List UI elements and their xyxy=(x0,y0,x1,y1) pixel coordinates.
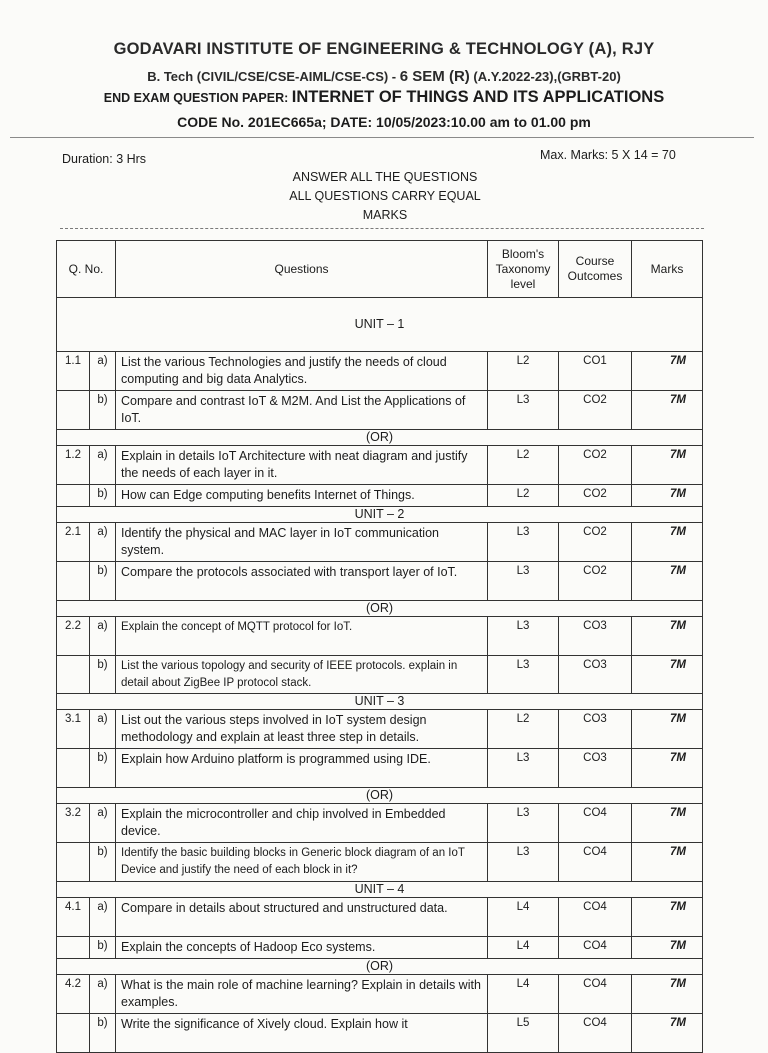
question-row xyxy=(57,843,703,882)
question-number: 2.1 xyxy=(57,523,90,562)
instruction-answer-all: ANSWER ALL THE QUESTIONS xyxy=(292,170,478,184)
question-text: Explain in details IoT Architecture with neat diagram and justify the needs of each layer in it. xyxy=(116,446,488,485)
marks: 7M xyxy=(632,391,703,430)
question-row xyxy=(57,523,703,562)
marks: 7M xyxy=(632,710,703,749)
marks: 7M xyxy=(632,804,703,843)
header-blooms-level: Bloom's Taxonomy level xyxy=(488,241,559,298)
program-suffix: (A.Y.2022-23),(GRBT-20) xyxy=(469,69,621,84)
course-outcome: CO1 xyxy=(559,352,632,391)
sub-question-label: b) xyxy=(90,749,116,788)
question-text: Compare the protocols associated with transport layer of IoT. xyxy=(116,562,488,601)
question-row xyxy=(57,391,703,430)
question-number xyxy=(57,843,90,882)
question-text: What is the main role of machine learning? Explain in details with examples. xyxy=(116,975,488,1014)
marks: 7M xyxy=(632,523,703,562)
unit-heading: UNIT – 2 xyxy=(57,507,703,523)
unit-heading-row xyxy=(57,298,703,352)
question-number: 3.2 xyxy=(57,804,90,843)
question-row xyxy=(57,617,703,656)
course-outcome: CO4 xyxy=(559,937,632,959)
course-outcome: CO2 xyxy=(559,391,632,430)
question-number: 3.1 xyxy=(57,710,90,749)
sub-question-label: a) xyxy=(90,710,116,749)
marks: 7M xyxy=(632,937,703,959)
question-row xyxy=(57,562,703,601)
course-outcome: CO3 xyxy=(559,749,632,788)
question-text: List the various topology and security of IEEE protocols. explain in detail about ZigBee IP protocol stack. xyxy=(116,656,488,694)
or-separator-row xyxy=(57,788,703,804)
question-number xyxy=(57,656,90,694)
sub-question-label: a) xyxy=(90,617,116,656)
question-number xyxy=(57,749,90,788)
question-number: 4.2 xyxy=(57,975,90,1014)
or-separator: (OR) xyxy=(57,788,703,804)
blooms-level: L3 xyxy=(488,617,559,656)
question-row xyxy=(57,975,703,1014)
question-number: 1.1 xyxy=(57,352,90,391)
unit-heading-row xyxy=(57,507,703,523)
blooms-level: L2 xyxy=(488,485,559,507)
blooms-level: L3 xyxy=(488,656,559,694)
unit-heading: UNIT – 1 xyxy=(57,298,703,352)
marks: 7M xyxy=(632,898,703,937)
instruction-marks: MARKS xyxy=(362,208,408,222)
instruction-equal-marks: ALL QUESTIONS CARRY EQUAL xyxy=(289,189,481,203)
blooms-level: L2 xyxy=(488,446,559,485)
unit-heading-row xyxy=(57,694,703,710)
question-row xyxy=(57,352,703,391)
subject-title: INTERNET OF THINGS AND ITS APPLICATIONS xyxy=(291,88,665,106)
sub-question-label: a) xyxy=(90,352,116,391)
blooms-level: L3 xyxy=(488,804,559,843)
blooms-level: L2 xyxy=(488,352,559,391)
paper-prefix: END EXAM QUESTION PAPER: xyxy=(103,91,292,105)
question-text: Compare in details about structured and unstructured data. xyxy=(116,898,488,937)
blooms-level: L3 xyxy=(488,523,559,562)
course-outcome: CO4 xyxy=(559,898,632,937)
question-row xyxy=(57,804,703,843)
blooms-level: L4 xyxy=(488,975,559,1014)
or-separator-row xyxy=(57,430,703,446)
course-outcome: CO4 xyxy=(559,804,632,843)
paper-line xyxy=(0,88,768,107)
marks: 7M xyxy=(632,843,703,882)
question-text: Explain the concepts of Hadoop Eco systems. xyxy=(116,937,488,959)
blooms-level: L3 xyxy=(488,843,559,882)
marks: 7M xyxy=(632,975,703,1014)
blooms-level: L3 xyxy=(488,391,559,430)
or-separator: (OR) xyxy=(57,601,703,617)
institute-name: GODAVARI INSTITUTE OF ENGINEERING & TECHNOLOGY (A), RJY xyxy=(113,40,655,58)
question-row xyxy=(57,656,703,694)
sub-question-label: b) xyxy=(90,1014,116,1053)
question-text: How can Edge computing benefits Internet of Things. xyxy=(116,485,488,507)
question-text: List out the various steps involved in IoT system design methodology and explain at least three step in details. xyxy=(116,710,488,749)
instructions-divider xyxy=(60,228,704,229)
course-outcome: CO4 xyxy=(559,843,632,882)
question-text: List the various Technologies and justify the needs of cloud computing and big data Analytics. xyxy=(116,352,488,391)
sub-question-label: a) xyxy=(90,898,116,937)
sub-question-label: b) xyxy=(90,843,116,882)
question-number xyxy=(57,485,90,507)
course-outcome: CO3 xyxy=(559,710,632,749)
sub-question-label: b) xyxy=(90,937,116,959)
question-row xyxy=(57,446,703,485)
marks: 7M xyxy=(632,446,703,485)
marks: 7M xyxy=(632,485,703,507)
question-text: Write the significance of Xively cloud. Explain how it xyxy=(116,1014,488,1053)
question-row xyxy=(57,1014,703,1053)
header-divider xyxy=(10,137,754,138)
sub-question-label: a) xyxy=(90,975,116,1014)
program-prefix: B. Tech (CIVIL/CSE/CSE-AIML/CSE-CS) - xyxy=(147,69,400,84)
unit-heading-row xyxy=(57,882,703,898)
sub-question-label: b) xyxy=(90,656,116,694)
marks: 7M xyxy=(632,749,703,788)
course-outcome: CO2 xyxy=(559,485,632,507)
or-separator: (OR) xyxy=(57,430,703,446)
sub-question-label: b) xyxy=(90,391,116,430)
blooms-level: L4 xyxy=(488,937,559,959)
question-table-body xyxy=(57,298,703,1053)
semester: 6 SEM (R) xyxy=(399,68,470,85)
course-outcome: CO4 xyxy=(559,975,632,1014)
sub-question-label: b) xyxy=(90,485,116,507)
program-line xyxy=(0,68,768,85)
question-text: Explain how Arduino platform is programmed using IDE. xyxy=(116,749,488,788)
header-marks: Marks xyxy=(632,241,703,298)
question-text: Compare and contrast IoT & M2M. And List the Applications of IoT. xyxy=(116,391,488,430)
marks: 7M xyxy=(632,617,703,656)
question-number: 4.1 xyxy=(57,898,90,937)
unit-heading: UNIT – 4 xyxy=(57,882,703,898)
course-outcome: CO3 xyxy=(559,617,632,656)
sub-question-label: b) xyxy=(90,562,116,601)
blooms-level: L4 xyxy=(488,898,559,937)
marks: 7M xyxy=(632,1014,703,1053)
question-row xyxy=(57,749,703,788)
or-separator-row xyxy=(57,959,703,975)
question-row xyxy=(57,937,703,959)
question-row xyxy=(57,710,703,749)
marks: 7M xyxy=(632,352,703,391)
instructions xyxy=(250,168,520,225)
question-number: 1.2 xyxy=(57,446,90,485)
max-marks: Max. Marks: 5 X 14 = 70 xyxy=(540,148,676,162)
question-number xyxy=(57,562,90,601)
question-text: Identify the basic building blocks in Generic block diagram of an IoT Device and justify the need of each block in it? xyxy=(116,843,488,882)
question-number xyxy=(57,1014,90,1053)
table-header-row xyxy=(57,241,703,298)
marks: 7M xyxy=(632,656,703,694)
blooms-level: L5 xyxy=(488,1014,559,1053)
sub-question-label: a) xyxy=(90,804,116,843)
blooms-level: L3 xyxy=(488,562,559,601)
blooms-level: L3 xyxy=(488,749,559,788)
header-course-outcomes: Course Outcomes xyxy=(559,241,632,298)
course-outcome: CO2 xyxy=(559,523,632,562)
sub-question-label: a) xyxy=(90,523,116,562)
duration: Duration: 3 Hrs xyxy=(62,152,147,166)
blooms-level: L2 xyxy=(488,710,559,749)
header-questions: Questions xyxy=(116,241,488,298)
question-table xyxy=(56,240,703,1053)
question-text: Identify the physical and MAC layer in IoT communication system. xyxy=(116,523,488,562)
question-row xyxy=(57,898,703,937)
course-outcome: CO2 xyxy=(559,446,632,485)
question-number xyxy=(57,937,90,959)
course-outcome: CO4 xyxy=(559,1014,632,1053)
course-outcome: CO2 xyxy=(559,562,632,601)
sub-question-label: a) xyxy=(90,446,116,485)
or-separator: (OR) xyxy=(57,959,703,975)
header-qno: Q. No. xyxy=(57,241,116,298)
question-row xyxy=(57,485,703,507)
question-text: Explain the microcontroller and chip involved in Embedded device. xyxy=(116,804,488,843)
code-date-line: CODE No. 201EC665a; DATE: 10/05/2023:10.00 am to 01.00 pm xyxy=(177,114,591,130)
unit-heading: UNIT – 3 xyxy=(57,694,703,710)
course-outcome: CO3 xyxy=(559,656,632,694)
question-number: 2.2 xyxy=(57,617,90,656)
marks: 7M xyxy=(632,562,703,601)
or-separator-row xyxy=(57,601,703,617)
question-number xyxy=(57,391,90,430)
question-text: Explain the concept of MQTT protocol for IoT. xyxy=(116,617,488,656)
